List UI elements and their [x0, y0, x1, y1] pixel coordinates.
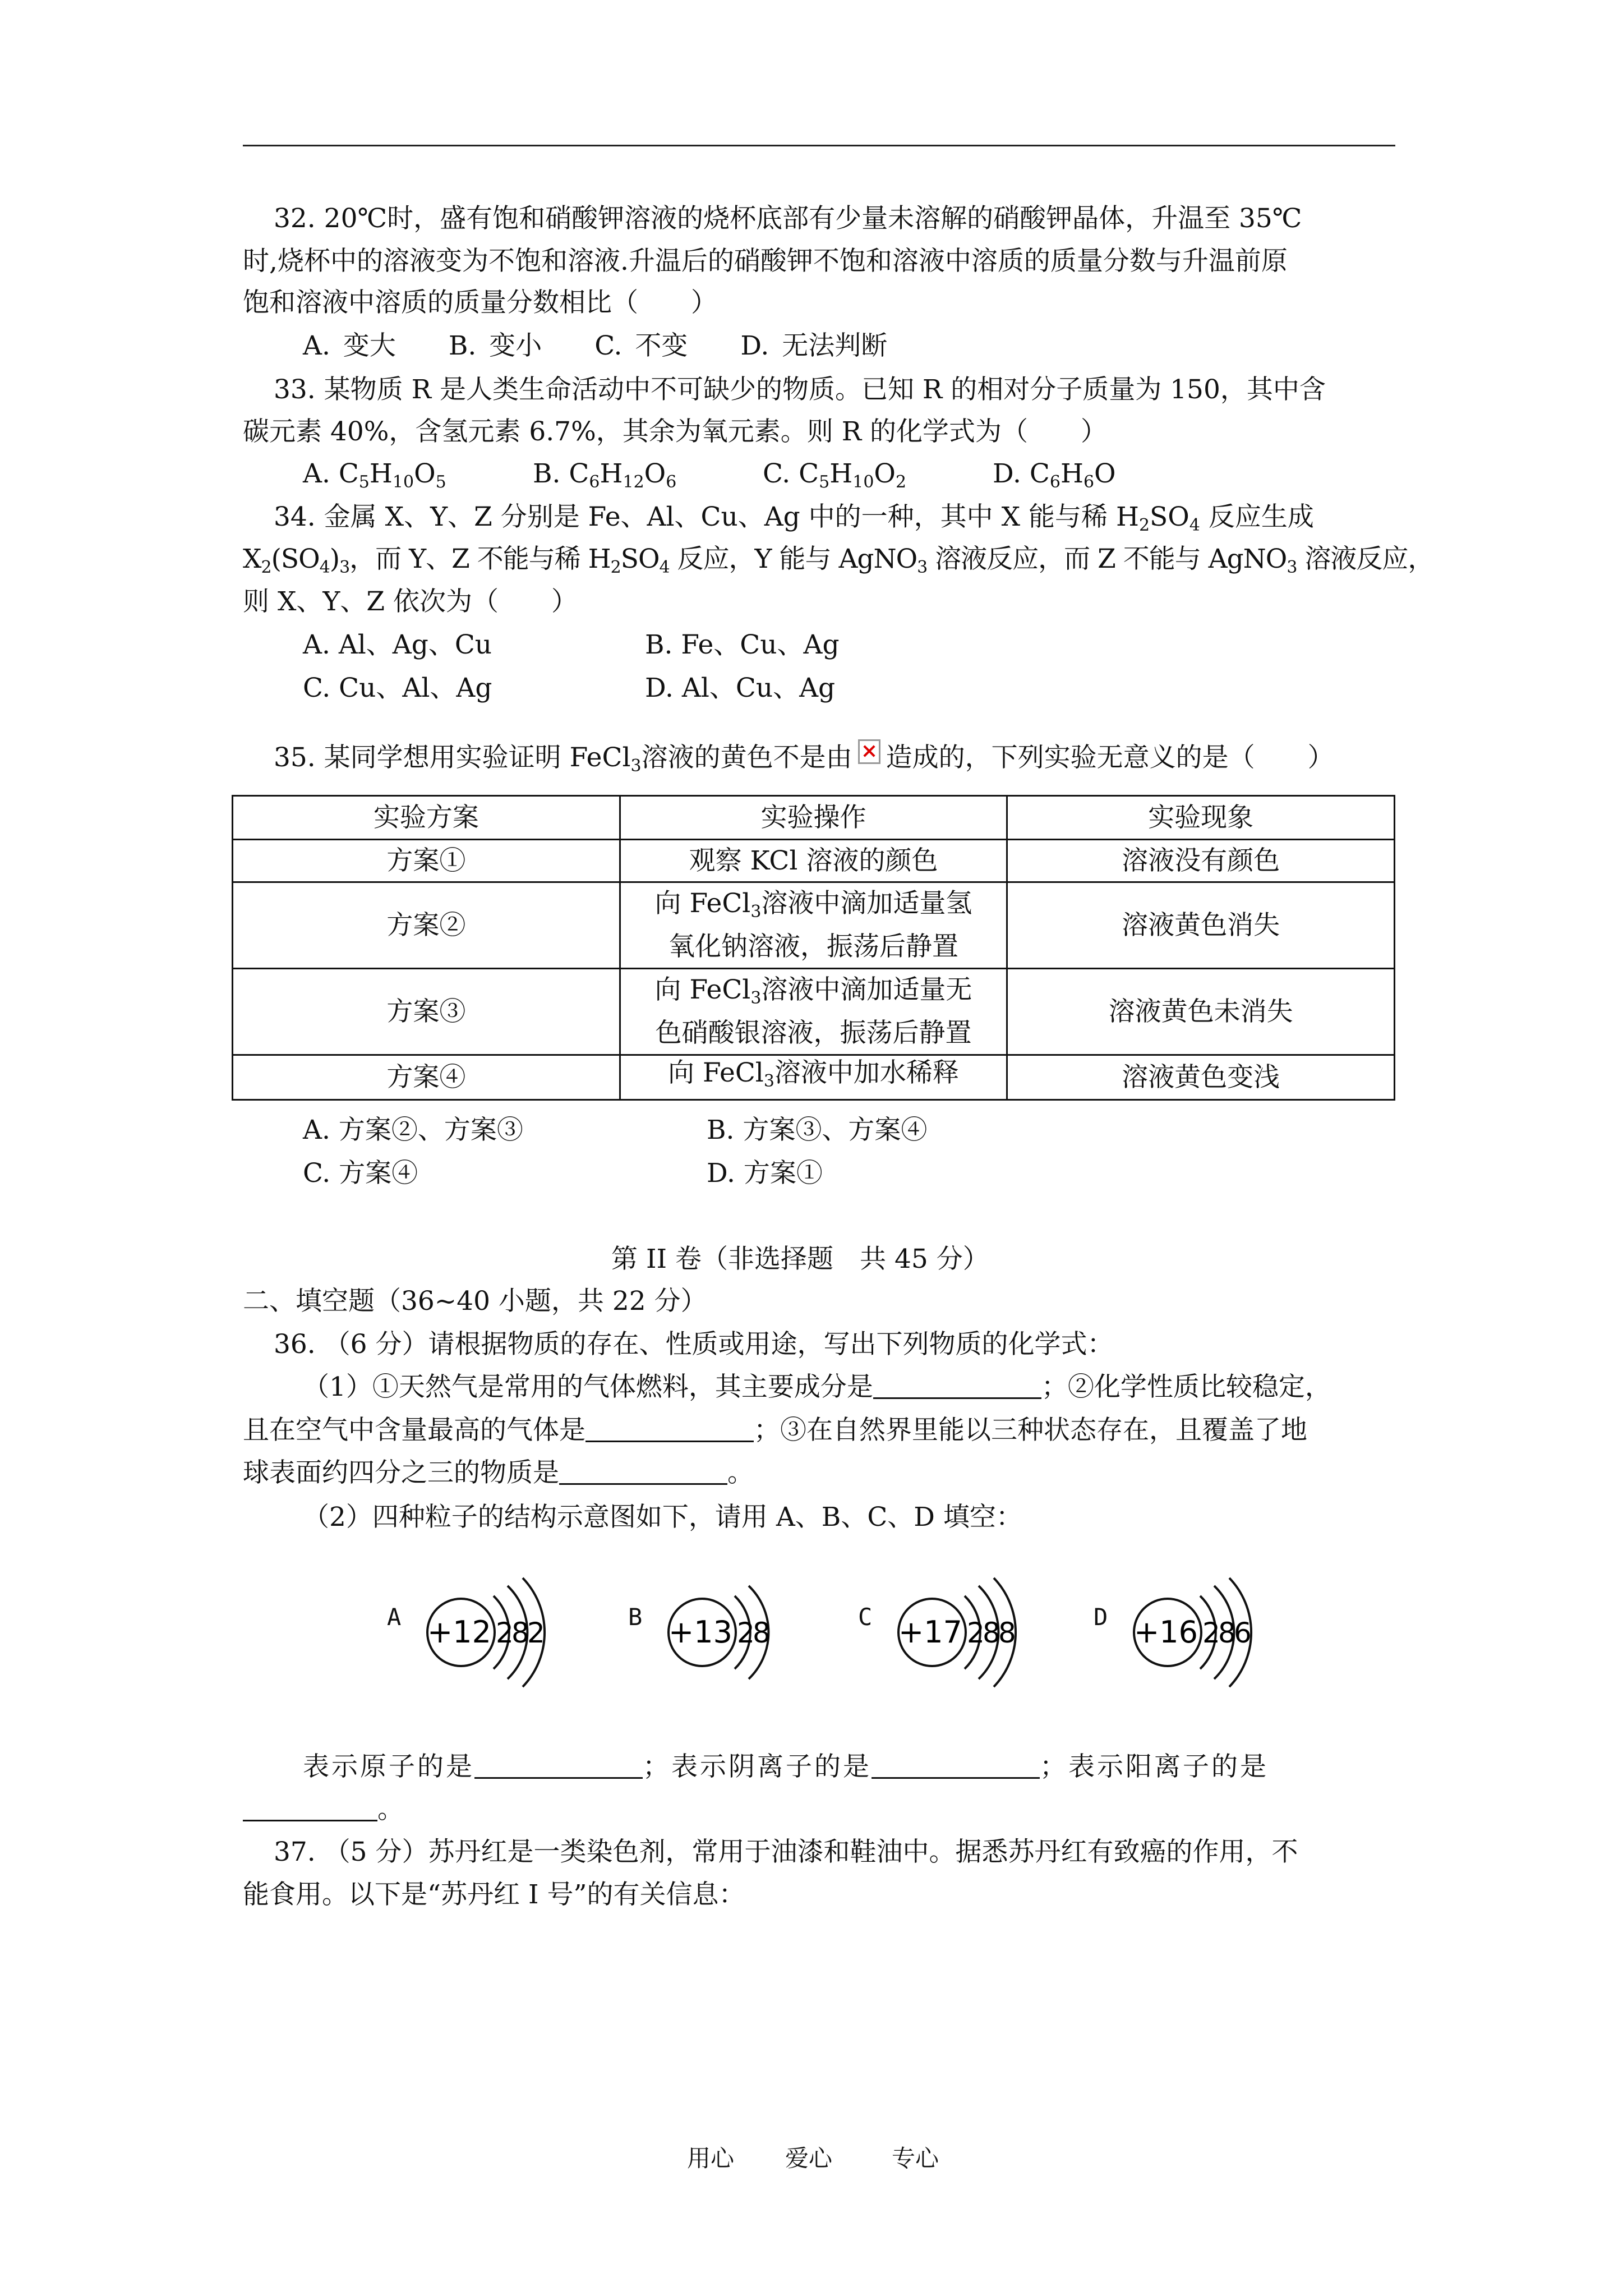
answer-blank[interactable]	[872, 1752, 1040, 1779]
answer-blank[interactable]	[585, 1416, 754, 1442]
plan-cell: 方案③	[233, 969, 620, 1055]
answer-blank[interactable]	[559, 1458, 727, 1485]
table-header-row	[233, 796, 1395, 840]
q34-line3: 则 X、Y、Z 依次为（ ）	[243, 586, 578, 617]
q36-p4: （2）四种粒子的结构示意图如下，请用 A、B、C、D 填空：	[303, 1502, 1022, 1533]
table-header-cell: 实验方案	[233, 796, 620, 840]
shell-electrons: 2	[1202, 1617, 1220, 1649]
q32-options: A. 变大 B. 变小 C. 不变 D. 无法判断	[303, 330, 888, 361]
footer-text-c: 专心	[892, 2145, 939, 2172]
q35-option-a: A. 方案②、方案③	[303, 1115, 523, 1145]
plan-cell: 方案①	[233, 840, 620, 882]
atom-b-label: B	[628, 1603, 643, 1631]
shell-electrons: 8	[753, 1617, 771, 1649]
q33-option-c: C. $C_5H_{10}O_2$	[763, 458, 907, 492]
q36-p1: （1）①天然气是常用的气体燃料，其主要成分是 ；②化学性质比较稳定，	[303, 1372, 1331, 1402]
nucleus-charge: +16	[1134, 1614, 1198, 1650]
q32-line3: 饱和溶液中溶质的质量分数相比（ ）	[243, 287, 717, 318]
footer-text-a: 用心	[687, 2145, 735, 2172]
q35-option-c: C. 方案④	[303, 1158, 418, 1189]
atom-d-diagram	[1122, 1573, 1290, 1691]
q34-option-c: C. Cu、Al、Ag	[303, 673, 492, 703]
atom-c-diagram	[886, 1573, 1054, 1691]
experiment-table	[232, 795, 1395, 1101]
section-title: 二、填空题（36~40 小题，共 22 分）	[243, 1286, 707, 1317]
answer-blank[interactable]	[243, 1795, 377, 1821]
operation-cell: 向 FeCl$_3$溶液中滴加适量无 色硝酸银溶液，振荡后静置	[620, 969, 1007, 1055]
q33-line2: 碳元素 40%，含氢元素 6.7%，其余为氧元素。则 R 的化学式为（ ）	[243, 416, 1108, 447]
shell-electrons: 2	[496, 1617, 514, 1649]
result-cell: 溶液没有颜色	[1007, 840, 1395, 882]
plan-cell: 方案④	[233, 1055, 620, 1100]
table-row	[233, 969, 1395, 1055]
q32-line2: 时,烧杯中的溶液变为不饱和溶液.升温后的硝酸钾不饱和溶液中溶质的质量分数与升温前原	[243, 246, 1288, 277]
part2-title: 第 II 卷（非选择题 共 45 分）	[611, 1244, 989, 1274]
operation-cell: 向 FeCl$_3$溶液中加水稀释	[620, 1055, 1007, 1100]
shell-electrons: 2	[527, 1617, 545, 1649]
nucleus-charge: +17	[898, 1614, 962, 1650]
shell-electrons: 8	[511, 1617, 529, 1649]
result-cell: 溶液黄色消失	[1007, 882, 1395, 969]
table-header-cell: 实验现象	[1007, 796, 1395, 840]
table-row	[233, 840, 1395, 882]
answer-blank[interactable]	[873, 1373, 1041, 1399]
operation-cell: 向 FeCl$_3$溶液中滴加适量氢 氧化钠溶液，振荡后静置	[620, 882, 1007, 969]
nucleus-charge: +13	[668, 1614, 732, 1650]
q34-line1: 34. 金属 X、Y、Z 分别是 Fe、Al、Cu、Ag 中的一种，其中 X 能与稀 $H_2SO_4$ 反应生成	[274, 501, 1314, 535]
shell-electrons: 8	[1218, 1617, 1236, 1649]
atom-b-diagram	[656, 1573, 824, 1691]
table-row	[233, 1055, 1395, 1100]
q34-option-d: D. Al、Cu、Ag	[645, 673, 836, 703]
shell-electrons: 6	[1234, 1617, 1252, 1649]
q33-option-d: D. $C_6H_6O$	[993, 458, 1116, 492]
broken-image-icon	[858, 739, 880, 764]
shell-electrons: 8	[983, 1617, 1000, 1649]
shell-electrons: 2	[737, 1617, 755, 1649]
q34-option-a: A. Al、Ag、Cu	[303, 629, 492, 660]
atom-c-label: C	[858, 1603, 873, 1631]
q34-line2: $X_2(SO_4)_3$，而 Y、Z 不能与稀 $H_2SO_4$ 反应，Y 能与 AgNO$_3$ 溶液反应，而 Z 不能与 AgNO$_3$ 溶液反应，	[243, 544, 1434, 577]
q32-line1: 32. 20℃时，盛有饱和硝酸钾溶液的烧杯底部有少量未溶解的硝酸钾晶体，升温至 35℃	[274, 203, 1302, 234]
q35-option-b: B. 方案③、方案④	[707, 1115, 928, 1145]
q35-stem: 35. 某同学想用实验证明 FeCl$_3$溶液的黄色不是由 造成的，下列实验无意义的是（ ）	[274, 739, 1334, 783]
footer-text-b: 爱心	[785, 2145, 833, 2172]
nucleus-charge: +12	[427, 1614, 491, 1650]
table-row	[233, 882, 1395, 969]
table-header-cell: 实验操作	[620, 796, 1007, 840]
q36-stem: 36. （6 分）请根据物质的存在、性质或用途，写出下列物质的化学式：	[274, 1329, 1114, 1360]
atom-a-diagram	[415, 1573, 583, 1691]
atom-d-label: D	[1094, 1603, 1108, 1631]
q35-option-d: D. 方案①	[707, 1158, 823, 1189]
q37-line2: 能食用。以下是“苏丹红 I 号”的有关信息：	[243, 1879, 745, 1910]
q36-answer-line2: 。	[243, 1793, 404, 1826]
plan-cell: 方案②	[233, 882, 620, 969]
answer-blank[interactable]	[474, 1752, 643, 1779]
q33-option-a: A. $C_5H_{10}O_5$	[303, 458, 446, 492]
shell-electrons: 2	[967, 1617, 985, 1649]
q33-line1: 33. 某物质 R 是人类生命活动中不可缺少的物质。已知 R 的相对分子质量为 150，其中含	[274, 374, 1326, 405]
q37-line1: 37. （5 分）苏丹红是一类染色剂，常用于油漆和鞋油中。据悉苏丹红有致癌的作用，不	[274, 1837, 1298, 1867]
q33-option-b: B. $C_6H_{12}O_6$	[533, 458, 677, 492]
operation-cell: 观察 KCl 溶液的颜色	[620, 840, 1007, 882]
shell-electrons: 8	[998, 1617, 1016, 1649]
result-cell: 溶液黄色未消失	[1007, 969, 1395, 1055]
q34-option-b: B. Fe、Cu、Ag	[645, 629, 840, 660]
result-cell: 溶液黄色变浅	[1007, 1055, 1395, 1100]
q36-p2: 且在空气中含量最高的气体是 ；③在自然界里能以三种状态存在，且覆盖了地	[243, 1415, 1307, 1446]
header-rule	[243, 145, 1395, 146]
q36-answer-line: 表示原子的是 ；表示阴离子的是 ；表示阳离子的是	[303, 1751, 1269, 1782]
atom-a-label: A	[387, 1603, 402, 1631]
q36-p3: 球表面约四分之三的物质是 。	[243, 1457, 754, 1488]
